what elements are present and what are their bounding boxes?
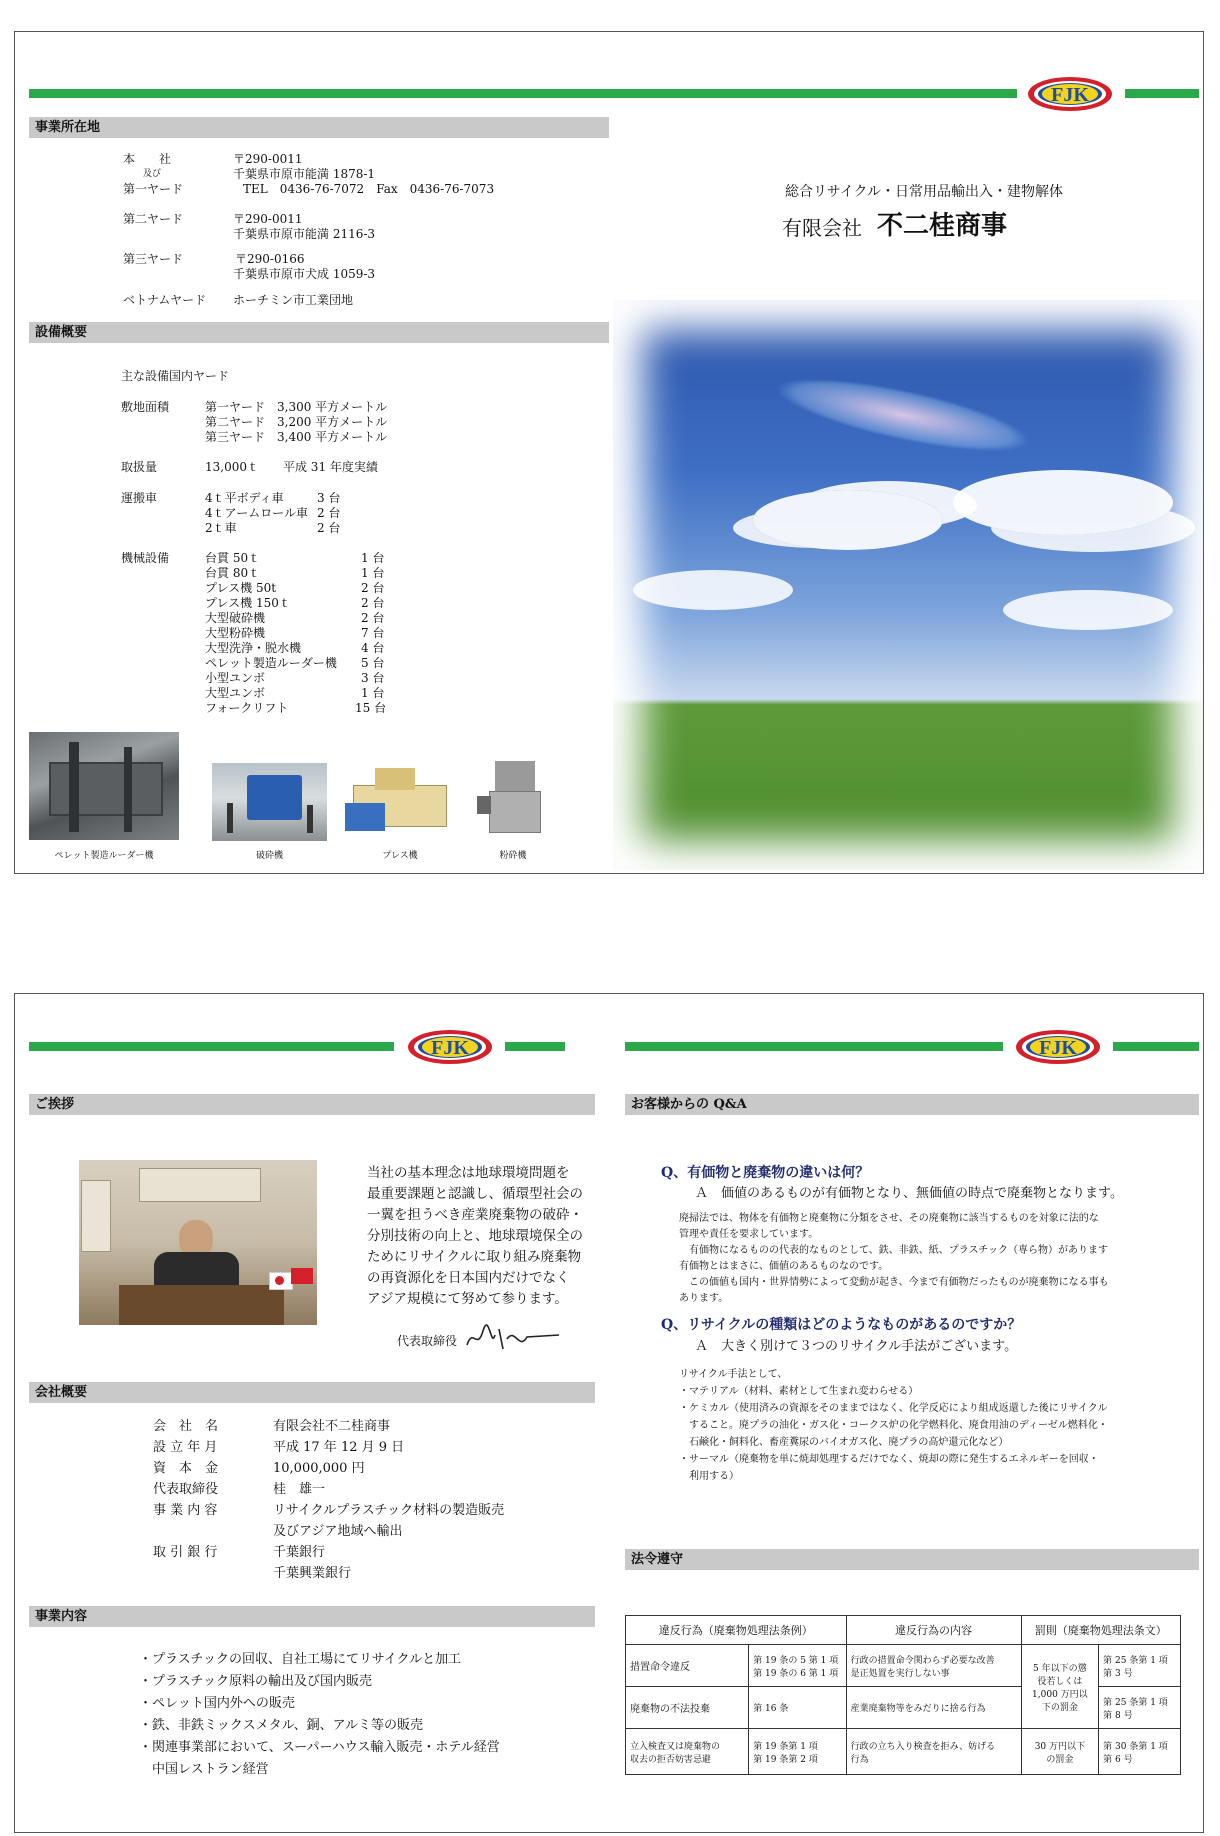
machine-name: フォークリフト [205,701,289,715]
law-header-content: 違反行為の内容 [846,1616,1021,1645]
overview-label: 設 立 年 月 [153,1440,218,1455]
law-penalty-article: 第 25 条第 1 項 第 3 号 [1099,1645,1181,1687]
fjk-logo-icon [1025,74,1115,114]
answer-1: Ａ 価値のあるものが有価物となり、無価値の時点で廃棄物となります。 [695,1186,1123,1201]
svg-text:FJK: FJK [1051,84,1089,106]
overview-label: 会 社 名 [153,1419,219,1434]
law-header-violation: 違反行為（廃棄物処理法条例） [626,1616,847,1645]
brochure-page-front [14,31,1204,874]
fjk-logo-icon [405,1027,495,1067]
law-violation-article: 第 16 条 [749,1687,846,1729]
overview-label: 取 引 銀 行 [153,1545,218,1560]
overview-label: 資 本 金 [153,1461,219,1476]
answer-1-body: 廃掃法では、物体を有価物と廃棄物に分類をさせ、その廃棄物に該当するものを対象に法的な [679,1213,1099,1224]
machine-name: ペレット製造ルーダー機 [205,656,337,670]
table-row [626,1729,1181,1775]
machine-count: 2 台 [361,596,385,610]
greeting-line: ためにリサイクルに取り組み廃棄物 [367,1249,582,1265]
section-locations-title: 事業所在地 [29,117,609,138]
answer-2-body: すること。廃プラの油化・ガス化・コークス炉の化学燃料化、廃食用油のディーゼル燃料化・ [679,1420,1108,1431]
law-header-penalty: 罰則（廃棄物処理法条文） [1021,1616,1180,1645]
table-row [626,1645,1181,1687]
business-item: ・鉄、非鉄ミックスメタル、銅、アルミ等の販売 [139,1718,424,1733]
loc-label-vietnam: ベトナムヤード [123,293,207,307]
machine-label: 機械設備 [121,551,170,565]
overview-label: 事 業 内 容 [153,1503,218,1518]
loc-honsha-address: 千葉県市原市能満 1878-1 [233,167,376,181]
law-violation-name: 立入検査又は廃棄物の 収去の拒否妨害忌避 [626,1729,749,1775]
area-label: 敷地面積 [121,400,170,414]
machine-count: 3 台 [361,671,385,685]
vehicle-count: 2 台 [317,506,341,520]
law-penalty-article: 第 30 条第 1 項 第 6 号 [1099,1729,1181,1775]
company-tagline: 総合リサイクル・日常用品輸出入・建物解体 [785,184,1064,200]
vehicle-count: 3 台 [317,491,341,505]
question-2: Q、リサイクルの種類はどのようなものがあるのですか？ [661,1317,1022,1333]
vehicle-name: 4ｔ平ボディ車 [205,491,284,505]
greeting-line: アジア規模にて努めて参ります。 [367,1291,568,1307]
brochure-page-inside [14,993,1204,1833]
overview-value: 千葉興業銀行 [273,1566,352,1581]
business-item: ・関連事業部において、スーパーハウス輸入販売・ホテル経営 [139,1740,500,1755]
area-yard2: 第二ヤード 3,200 平方メートル [205,415,388,429]
overview-value: 10,000,000 円 [273,1461,365,1476]
vehicle-name: 2ｔ車 [205,521,237,535]
business-item: ・プラスチックの回収、自社工場にてリサイクルと加工 [139,1652,462,1667]
answer-2-body: 石鹸化・飼料化、畜産糞尿のバイオガス化、廃プラの高炉還元化など） [679,1437,1009,1448]
law-penalty-shared: 5 年以下の懲 役若しくは 1,000 万円以 下の罰金 [1021,1645,1099,1729]
greeting-line: の再資源化を日本国内だけでなく [367,1270,570,1286]
greeting-line: 当社の基本理念は地球環境問題を [367,1165,570,1181]
machine-name: 小型ユンボ [205,671,266,685]
photo-press [345,763,455,841]
caption-pellet-extruder: ペレット製造ルーダー機 [54,851,154,861]
law-violation-article: 第 19 条の 5 第 1 項 第 19 条の 6 第 1 項 [749,1645,846,1687]
header-green-bar-right [1125,89,1199,98]
vehicle-label: 運搬車 [121,491,158,505]
overview-label: 代表取締役 [153,1482,219,1497]
law-violation-content: 産業廃棄物等をみだりに捨る行為 [846,1687,1021,1729]
volume-value: 13,000ｔ 平成 31 年度実績 [205,460,378,474]
machine-name: 大型破砕機 [205,611,266,625]
answer-2-body: ・マテリアル（材料、素材として生まれ変わらせる） [679,1386,919,1397]
overview-value: 及びアジア地域へ輸出 [273,1524,403,1539]
photo-pulverizer [477,756,552,840]
loc-label-honsha: 本 社 [123,152,172,166]
business-item: ・ペレット国内外への販売 [139,1696,295,1711]
header-green-bar-left [29,89,1017,98]
loc-yard2-zip: 〒290-0011 [233,212,303,226]
area-yard1: 第一ヤード 3,300 平方メートル [205,400,388,414]
loc-vietnam-address: ホーチミン市工業団地 [233,293,354,307]
overview-value: 有限会社不二桂商事 [273,1419,391,1434]
caption-crusher: 破砕機 [255,851,283,861]
svg-text:FJK: FJK [1039,1037,1077,1059]
answer-2-body: 利用する） [679,1471,739,1482]
machine-count: 5 台 [361,656,385,670]
machine-name: プレス機 150ｔ [205,596,291,610]
answer-2-body: リサイクル手法として、 [679,1369,788,1380]
answer-1-body: あります。 [679,1293,729,1304]
machine-name: プレス機 50t [205,581,277,595]
loc-label-yard2: 第二ヤード [123,212,184,226]
header-green-bar-far-right [1113,1042,1199,1051]
overview-value: 桂 雄一 [273,1482,326,1497]
machine-name: 大型洗浄・脱水機 [205,641,302,655]
law-violation-article: 第 19 条第 1 項 第 19 条第 2 項 [749,1729,846,1775]
header-green-bar-right [625,1042,1003,1051]
header-green-bar-left [29,1042,394,1051]
caption-press: プレス機 [382,851,418,861]
vehicle-name: 4ｔアームロール車 [205,506,309,520]
law-violation-content: 行政の立ち入り検査を拒み、妨げる 行為 [846,1729,1021,1775]
loc-yard2-address: 千葉県市原市能満 2116-3 [233,227,376,241]
section-qa-title: お客様からの Q&A [625,1094,1199,1115]
section-overview-title: 会社概要 [29,1382,595,1403]
header-green-bar-mid [505,1042,565,1051]
overview-value: リサイクルプラスチック材料の製造販売 [273,1503,505,1518]
loc-label-oyobi: 及び [143,169,162,179]
caption-pulverizer: 粉砕機 [499,851,527,861]
machine-name: 台貫 80ｔ [205,566,261,580]
loc-yard3-zip: 〒290-0166 [235,252,305,266]
table-row [626,1616,1181,1645]
machine-count: 1 台 [361,686,385,700]
svg-text:FJK: FJK [431,1037,469,1059]
machine-count: 15 台 [355,701,387,715]
facility-intro: 主な設備国内ヤード [121,369,230,383]
business-item: 中国レストラン経営 [139,1762,269,1777]
greeting-line: 分別技術の向上と、地球環境保全の [367,1228,583,1244]
loc-label-yard1: 第一ヤード [123,182,184,196]
business-item: ・プラスチック原料の輸出及び国内販売 [139,1674,372,1689]
ceo-signature-icon [463,1321,563,1355]
loc-honsha-zip: 〒290-0011 [233,152,303,166]
section-business-title: 事業内容 [29,1606,595,1627]
law-penalty-article: 第 25 条第 1 項 第 8 号 [1099,1687,1181,1729]
machine-count: 1 台 [361,551,385,565]
law-violation-name: 廃棄物の不法投棄 [626,1687,749,1729]
volume-label: 取扱量 [121,460,158,474]
answer-2-body: ・ケミカル（使用済みの資源をそのままではなく、化学反応により組成返還した後にリサイクル [679,1403,1108,1414]
section-law-title: 法令遵守 [625,1549,1199,1570]
machine-count: 4 台 [361,641,385,655]
machine-count: 7 台 [361,626,385,640]
law-penalty: 30 万円以下 の罰金 [1021,1729,1099,1775]
overview-value: 千葉銀行 [273,1545,326,1560]
fjk-logo-icon [1013,1027,1103,1067]
section-facility-title: 設備概要 [29,322,609,343]
answer-1-body: 有価物とはまさに、価値のあるものなのです。 [679,1261,889,1272]
machine-name: 大型粉砕機 [205,626,266,640]
company-prefix: 有限会社 [782,216,862,240]
machine-count: 2 台 [361,611,385,625]
answer-1-body: 有価物になるものの代表的なものとして、鉄、非鉄、紙、プラスチック（専ら物）があります [679,1245,1108,1256]
loc-label-yard3: 第三ヤード [123,252,184,266]
loc-yard3-address: 千葉県市原市犬成 1059-3 [233,267,376,281]
law-violation-content: 行政の措置命令関わらず必要な改善 是正処置を実行しない事 [846,1645,1021,1687]
loc-honsha-tel-fax: TEL 0436-76-7072 Fax 0436-76-7073 [243,182,495,196]
photo-pellet-extruder [29,732,179,840]
answer-1-body: この価値も国内・世界情勢によって変動が起き、今まで有価物だったものが廃棄物になる事も [679,1277,1109,1288]
overview-value: 平成 17 年 12 月 9 日 [273,1440,405,1455]
ceo-title: 代表取締役 [397,1334,458,1348]
machine-name: 大型ユンボ [205,686,266,700]
sky-field-image [613,300,1203,870]
machine-name: 台貫 50ｔ [205,551,261,565]
law-compliance-table [625,1615,1181,1775]
law-violation-name: 措置命令違反 [626,1645,749,1687]
machine-count: 1 台 [361,566,385,580]
vehicle-count: 2 台 [317,521,341,535]
answer-1-body: 管理や責任を要求しています。 [679,1229,819,1240]
ceo-photo [79,1160,317,1325]
photo-crusher [212,763,327,841]
answer-2-body: ・サーマル（廃棄物を単に焼却処理するだけでなく、焼却の際に発生するエネルギーを回収・ [679,1454,1099,1465]
greeting-line: 最重要課題と認識し、循環型社会の [367,1186,583,1202]
answer-2: Ａ 大きく別けて３つのリサイクル手法がございます。 [695,1339,1018,1354]
machine-count: 2 台 [361,581,385,595]
section-greeting-title: ご挨拶 [29,1094,595,1115]
company-name: 不二桂商事 [877,211,1008,241]
greeting-line: 一翼を担うべき産業廃棄物の破砕・ [367,1207,583,1223]
area-yard3: 第三ヤード 3,400 平方メートル [205,430,388,444]
question-1: Q、有価物と廃棄物の違いは何？ [661,1165,870,1181]
